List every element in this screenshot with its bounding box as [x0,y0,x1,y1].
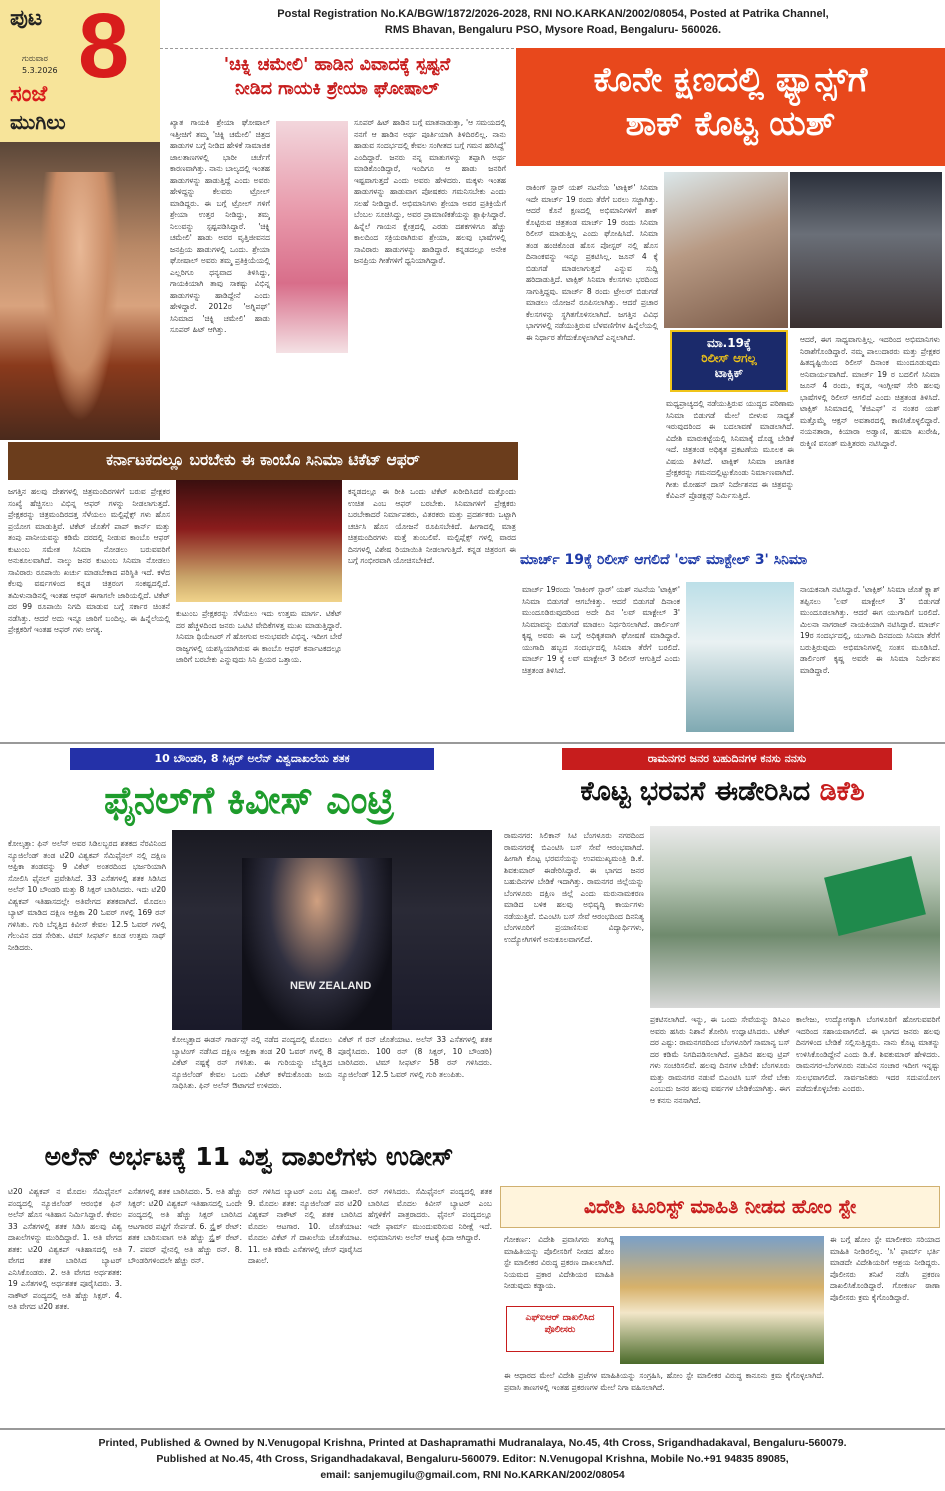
yash-body-right: ಆದರೆ, ಈಗ ಸಾಧ್ಯವಾಗುತ್ತಿಲ್ಲ. ಇದರಿಂದ ಅಭಿಮಾನಿಗಳು ನಿರಾಶೆಗೊಂಡಿದ್ದಾರೆ. ನಮ್ಮ ಪಾಲುದಾರರು ಮತ್ತು ಪ್ರೇಕ್ಷಕರ ಹಿತದೃಷ್ಟಿಯಿಂದ ರಿಲೀಸ್ ದಿನಾಂಕ ಮುಂದೂಡುವುದು ಅನಿವಾರ್ಯವಾಗಿದೆ. ಮಾರ್ಚ್ 19 ರ ಬದಲಿಗೆ ಸಿನಿಮಾ ಜೂನ್ 4 ರಂದು, ಕನ್ನಡ, ಇಂಗ್ಲೀಷ್ ಸೇರಿ ಹಲವು ಭಾಷೆಗಳಲ್ಲಿ ರಿಲೀಸ್ ಆಗಲಿದೆ ಎಂದು ಚಿತ್ರತಂಡ ತಿಳಿಸಿದೆ. ಟಾಕ್ಸಿಕ್ ಸಿನಿಮಾದಲ್ಲಿ 'ಕೆಜಿಎಫ್' ನ ನಂತರ ಯಶ್ ಮತ್ತೊಮ್ಮೆ ಆಕ್ಷನ್ ಅವತಾರದಲ್ಲಿ ಕಾಣಿಸಿಕೊಳ್ಳಲಿದ್ದಾರೆ. ನಯನತಾರಾ, ಕಿಯಾರಾ ಅಡ್ವಾಣಿ, ಹುಮಾ ಖುರೇಷಿ, ರುಕ್ಮಿಣಿ ವಸಂತ್ ಮತ್ತಿತರರು ನಟಿಸಿದ್ದಾರೆ. [800,335,940,448]
yash-body-left: ರಾಕಿಂಗ್ ಸ್ಟಾರ್ ಯಶ್ ನಟನೆಯ 'ಟಾಕ್ಸಿಕ್' ಸಿನಿಮಾ ಇದೇ ಮಾರ್ಚ್ 19 ರಂದು ತೆರೆಗೆ ಬರಲು ಸಜ್ಜಾಗಿತ್ತು. ಆದರೆ ಕೊನೆ ಕ್ಷಣದಲ್ಲಿ ಅಭಿಮಾನಿಗಳಿಗೆ ಶಾಕ್ ಕೊಟ್ಟಿರುವ ಚಿತ್ರತಂಡ ಮಾರ್ಚ್ 19 ರಂದು ಸಿನಿಮಾ ರಿಲೀಸ್ ಮಾಡುತ್ತಿಲ್ಲ ಎಂದು ಘೋಷಿಸಿದೆ. ಸಿನಿಮಾ ತಂಡ ಹಂಚಿಕೊಂಡ ಹೊಸ ಪೋಸ್ಟರ್ ನಲ್ಲಿ ಹೊಸ ದಿನಾಂಕವನ್ನು ಇನ್ನೂ ಪ್ರಕಟಿಸಿಲ್ಲ. ಜೂನ್ 4 ಕ್ಕೆ ಬಿಡುಗಡೆ ಮಾಡಲಾಗುತ್ತದೆ ಎನ್ನುವ ಸುದ್ದಿ ಹರಿದಾಡುತ್ತಿದೆ. ಟಾಕ್ಸಿಕ್ ಸಿನಿಮಾ ಕೆಲಸಗಳು ಭರದಿಂದ ಸಾಗುತ್ತಿದ್ದವು. ಮಾರ್ಚ್ 8 ರಂದು ಟ್ರೇಲರ್ ಬಿಡುಗಡೆ ಮಾಡಲು ಯೋಜನೆ ರೂಪಿಸಲಾಗಿತ್ತು. ಆದರೆ ಪ್ರಚಾರ ಕೆಲಸಗಳನ್ನು ಸ್ಥಗಿತಗೊಳಿಸಲಾಗಿದೆ. ಜಗತ್ತಿನ ವಿವಿಧ ಭಾಗಗಳಲ್ಲಿ ನಡೆಯುತ್ತಿರುವ ಬೆಳವಣಿಗೆಗಳ ಹಿನ್ನೆಲೆಯಲ್ಲಿ ಈ ನಿರ್ಧಾರ ತೆಗೆದುಕೊಳ್ಳಲಾಗಿದೆ ಎನ್ನಲಾಗಿದೆ. [526,183,658,342]
footer-rule [0,1428,945,1430]
homestay-body-bottom: ಈ ಆಧಾರದ ಮೇಲೆ ವಿದೇಶಿ ಪ್ರಜೆಗಳ ಮಾಹಿತಿಯನ್ನು ಸಂಗ್ರಹಿಸಿ, ಹೋಂ ಸ್ಟೇ ಮಾಲೀಕರ ವಿರುದ್ಧ ಕಾನೂನು ಕ್ರಮ ಕೈಗೊಳ್ಳಲಾಗಿದೆ. ಪ್ರವಾಸಿ ತಾಣಗಳಲ್ಲಿ ಇಂತಹ ಪ್ರಕರಣಗಳ ಮೇಲೆ ನಿಗಾ ವಹಿಸಲಾಗಿದೆ. [504,1371,824,1392]
cinema-photo [176,480,342,602]
dk-headline [500,776,945,808]
allen-col-2: ಎಸೆತಗಳಲ್ಲಿ ಶತಕ ಬಾರಿಸಿದರು. 5. ಅತಿ ಹೆಚ್ಚು ಸಿಕ್ಸರ್: ಟಿ20 ವಿಶ್ವಕಪ್ ಇತಿಹಾಸದಲ್ಲಿ ಒಂದೇ ಪಂದ್ಯದಲ್ಲಿ ಅತಿ ಹೆಚ್ಚು ಸಿಕ್ಸರ್ ಬಾರಿಸಿದ ಆಟಗಾರರ ಪಟ್ಟಿಗೆ ಸೇರ್ಪಡೆ. 6. ಸ್ಟ್ರೈಕ್ ರೇಟ್: ಶತಕ ಬಾರಿಸುವಾಗ ಅತಿ ಹೆಚ್ಚು ಸ್ಟ್ರೈಕ್ ರೇಟ್. 7. ಪವರ್ ಪ್ಲೇನಲ್ಲಿ ಅತಿ ಹೆಚ್ಚು ರನ್. 8. ಬೌಂಡರಿಗಳಿಂದಲೇ ಹೆಚ್ಚು ರನ್. [128,1187,242,1265]
shreya-headline-1: 'ಚಿಕ್ನಿ ಚಮೇಲಿ' ಹಾಡಿನ ವಿವಾದಕ್ಕೆ ಸ್ಪಷ್ಟನೆ [223,55,451,75]
paper-name-1: ಸಂಜೆ [10,82,48,107]
homestay-callout [506,1306,614,1352]
combo-headline-bar [8,442,518,480]
allen-col-3: ರನ್ ಗಳಿಸಿದ ಬ್ಯಾಟರ್ ಎಂಬ ವಿಶ್ವ ದಾಖಲೆ. 9. ಮೊದಲ ಶತಕ: ನ್ಯೂಜಿಲೆಂಡ್ ಪರ ಟಿ20 ವಿಶ್ವಕಪ್ ನಾಕೌಟ್ ನಲ್ಲಿ ಶತಕ ಬಾರಿಸಿದ ಮೊದಲ ಆಟಗಾರ. 10. ಜೊತೆಯಾಟ: ಮೊದಲ ವಿಕೆಟ್ ಗೆ ದಾಖಲೆಯ ಜೊತೆಯಾಟ. 11. ಅತಿ ಕಡಿಮೆ ಎಸೆತಗಳಲ್ಲಿ ಚೇಸ್ ಪೂರೈಸಿದ ದಾಖಲೆ. [248,1187,362,1265]
registration-line-1: Postal Registration No.KA/BGW/1872/2026-2028, RNI NO.KARKAN/2002/08054, Posted at Patrika Channel, [277,8,829,20]
homestay-headline-bar [500,1186,940,1228]
kiwis-body-left: ಕೋಲ್ಕತ್ತಾ: ಫಿನ್ ಅಲೆನ್ ಅವರ ಸಿಡಿಲಬ್ಬರದ ಶತಕದ ನೆರವಿನಿಂದ ನ್ಯೂಜಿಲೆಂಡ್ ತಂಡ ಟಿ20 ವಿಶ್ವಕಪ್ ಸೆಮಿಫೈನಲ್ ನಲ್ಲಿ ದಕ್ಷಿಣ ಆಫ್ರಿಕಾ ತಂಡವನ್ನು 9 ವಿಕೆಟ್ ಅಂತರದಿಂದ ಭರ್ಜರಿಯಾಗಿ ಸೋಲಿಸಿ ಫೈನಲ್ ಪ್ರವೇಶಿಸಿದೆ. 33 ಎಸೆತಗಳಲ್ಲಿ ಶತಕ ಸಿಡಿಸಿದ ಅಲೆನ್ 10 ಬೌಂಡರಿ ಮತ್ತು 8 ಸಿಕ್ಸರ್ ಬಾರಿಸಿದರು. ಇದು ಟಿ20 ವಿಶ್ವಕಪ್ ಇತಿಹಾಸದಲ್ಲೇ ಅತಿವೇಗದ ಶತಕವಾಗಿದೆ. ಮೊದಲು ಬ್ಯಾಟ್ ಮಾಡಿದ ದಕ್ಷಿಣ ಆಫ್ರಿಕಾ 20 ಓವರ್ ಗಳಲ್ಲಿ 169 ರನ್ ಗಳಿಸಿತು. ಗುರಿ ಬೆನ್ನತ್ತಿದ ಕಿವೀಸ್ ಕೇವಲ 12.5 ಓವರ್ ಗಳಲ್ಲಿ ಗೆಲುವಿನ ದಡ ಸೇರಿತು. ಟಿಮ್ ಸೀಫರ್ಟ್ ಕೂಡ ಉತ್ತಮ ಸಾಥ್ ನೀಡಿದರು. [8,839,166,952]
dk-body-left: ರಾಮನಗರ: ಸಿಲಿಕಾನ್ ಸಿಟಿ ಬೆಂಗಳೂರು ನಗರದಿಂದ ರಾಮನಗರಕ್ಕೆ ಬಿಎಂಟಿಸಿ ಬಸ್ ಸೇವೆ ಆರಂಭವಾಗಿದೆ. ಹೀಗಾಗಿ ಕೊಟ್ಟ ಭರವಸೆಯನ್ನು ಉಪಮುಖ್ಯಮಂತ್ರಿ ಡಿ.ಕೆ. ಶಿವಕುಮಾರ್ ಈಡೇರಿಸಿದ್ದಾರೆ. ಈ ಭಾಗದ ಜನರ ಬಹುದಿನಗಳ ಬೇಡಿಕೆ ಇದಾಗಿತ್ತು. ರಾಮನಗರ ಜಿಲ್ಲೆಯನ್ನು ಬೆಂಗಳೂರು ದಕ್ಷಿಣ ಜಿಲ್ಲೆ ಎಂದು ಮರುನಾಮಕರಣ ಮಾಡಿದ ಬಳಿಕ ಹಲವು ಅಭಿವೃದ್ಧಿ ಕಾರ್ಯಗಳು ನಡೆಯುತ್ತಿವೆ. ಬಿಎಂಟಿಸಿ ಬಸ್ ಸೇವೆ ಆರಂಭದಿಂದ ದಿನನಿತ್ಯ ಬೆಂಗಳೂರಿಗೆ ಪ್ರಯಾಣಿಸುವ ವಿದ್ಯಾರ್ಥಿಗಳು, ಉದ್ಯೋಗಿಗಳಿಗೆ ಅನುಕೂಲವಾಗಲಿದೆ. [504,831,644,944]
kiwis-tag-text: 10 ಬೌಂಡರಿ, 8 ಸಿಕ್ಸರ್ ಅಲೆನ್ ವಿಶ್ವದಾಖಲೆಯ ಶತಕ [154,752,350,765]
homestay-photo [620,1236,824,1364]
dk-body-mid: ಪ್ರಕಟಿಸಲಾಗಿದೆ. ಇನ್ನು, ಈ ಒಂದು ಸೇವೆಯನ್ನು ಡಿಸಿಎಂ ಅವರು ಹಸಿರು ನಿಶಾನೆ ತೋರಿಸಿ ಉದ್ಘಾಟಿಸಿದರು. ಟಿಕೆಟ್ ದರ ಎಷ್ಟು: ರಾಮನಗರದಿಂದ ಬೆಂಗಳೂರಿಗೆ ಸಾಮಾನ್ಯ ಬಸ್ ದರ ಕಡಿಮೆ ನಿಗದಿಪಡಿಸಲಾಗಿದೆ. ಪ್ರತಿದಿನ ಹಲವು ಟ್ರಿಪ್ ಗಳು ಸಂಚರಿಸಲಿವೆ. ಹಲವು ದಿನಗಳ ಬೇಡಿಕೆ: ಬೆಂಗಳೂರು ಮತ್ತು ರಾಮನಗರ ನಡುವೆ ಬಿಎಂಟಿಸಿ ಬಸ್ ಸೇವೆ ಬೇಕು ಎಂಬುದು ಜನರ ಹಲವು ವರ್ಷಗಳ ಬೇಡಿಕೆಯಾಗಿತ್ತು. ಈಗ ಆ ಕನಸು ನನಸಾಗಿದೆ. [650,1015,790,1105]
love-mocktail-body-right: ನಾಯಕನಾಗಿ ನಟಿಸಿದ್ದಾರೆ. 'ಟಾಕ್ಸಿಕ್' ಸಿನಿಮಾ ಜೊತೆ ಕ್ಲ್ಯಾಶ್ ತಪ್ಪಿಸಲು 'ಲವ್ ಮಾಕ್ಟೇಲ್ 3' ಬಿಡುಗಡೆ ಮುಂದೂಡಲಾಗಿತ್ತು. ಆದರೆ ಈಗ ಯುಗಾದಿಗೆ ಬರಲಿದೆ. ಮಿಲನಾ ನಾಗರಾಜ್ ನಾಯಕಿಯಾಗಿ ನಟಿಸಿದ್ದಾರೆ. ಮಾರ್ಚ್ 19ರ ಸಂದರ್ಭದಲ್ಲಿ, ಯುಗಾದಿ ದಿನದಂದು ಸಿನಿಮಾ ತೆರೆಗೆ ಬರುತ್ತಿರುವುದು ಅಭಿಮಾನಿಗಳಲ್ಲಿ ಸಂತಸ ಮೂಡಿಸಿದೆ. ಡಾರ್ಲಿಂಗ್ ಕೃಷ್ಣ ಅವರೇ ಈ ಸಿನಿಮಾ ನಿರ್ದೇಶನ ಮಾಡಿದ್ದಾರೆ. [800,585,940,675]
yash-headline-box [516,48,945,166]
footer-line-2: Published at No.45, 4th Cross, Srigandhadakaval, Bengaluru-560079. Editor: N.Venugopal Krishna, Mobile No.+91 94835 89085, [156,1453,789,1465]
callout-line-2: ರಿಲೀಸ್ ಆಗಲ್ಲ [701,351,757,365]
kiwis-body-mid: ಕೋಲ್ಕತ್ತಾದ ಈಡನ್ ಗಾರ್ಡನ್ಸ್ ನಲ್ಲಿ ನಡೆದ ಪಂದ್ಯದಲ್ಲಿ ಮೊದಲು ಬ್ಯಾಟಿಂಗ್ ನಡೆಸಿದ ದಕ್ಷಿಣ ಆಫ್ರಿಕಾ ತಂಡ 20 ಓವರ್ ಗಳಲ್ಲಿ 8 ವಿಕೆಟ್ ನಷ್ಟಕ್ಕೆ ರನ್ ಗಳಿಸಿತು. ಈ ಗುರಿಯನ್ನು ಬೆನ್ನತ್ತಿದ ನ್ಯೂಜಿಲೆಂಡ್ ಕೇವಲ ಒಂದು ವಿಕೆಟ್ ಕಳೆದುಕೊಂಡು ಜಯ ಸಾಧಿಸಿತು. ಫಿನ್ ಅಲೆನ್ ಔಟಾಗದೆ ಉಳಿದರು. [172,1035,332,1090]
homestay-body-left: ಗೋಕರ್ಣ: ವಿದೇಶಿ ಪ್ರವಾಸಿಗರು ತಂಗಿದ್ದ ಮಾಹಿತಿಯನ್ನು ಪೊಲೀಸರಿಗೆ ನೀಡದ ಹೋಂ ಸ್ಟೇ ಮಾಲೀಕರ ವಿರುದ್ಧ ಪ್ರಕರಣ ದಾಖಲಾಗಿದೆ. ನಿಯಮದ ಪ್ರಕಾರ ವಿದೇಶಿಯರ ಮಾಹಿತಿ ನೀಡುವುದು ಕಡ್ಡಾಯ. [504,1235,614,1290]
allen-col-4: ರನ್ ಗಳಿಸಿದರು. ಸೆಮಿಫೈನಲ್ ಪಂದ್ಯದಲ್ಲಿ ಶತಕ ಬಾರಿಸಿದ ಮೊದಲ ಕಿವೀಸ್ ಬ್ಯಾಟರ್ ಎಂಬ ಹೆಗ್ಗಳಿಕೆಗೆ ಪಾತ್ರರಾದರು. ಫೈನಲ್ ಪಂದ್ಯದಲ್ಲೂ ಇದೇ ಫಾರ್ಮ್ ಮುಂದುವರಿಸುವ ನಿರೀಕ್ಷೆ ಇದೆ. ಅಭಿಮಾನಿಗಳು ಅಲೆನ್ ಆಟಕ್ಕೆ ಫಿದಾ ಆಗಿದ್ದಾರೆ. [368,1187,492,1242]
paper-name-2: ಮುಗಿಲು [10,110,66,134]
allen-col-1: ಟಿ20 ವಿಶ್ವಕಪ್ ನ ಮೊದಲ ಸೆಮಿಫೈನಲ್ ಪಂದ್ಯದಲ್ಲಿ ನ್ಯೂಜಿಲೆಂಡ್ ಆರಂಭಿಕ ಫಿನ್ ಅಲೆನ್ ಹೊಸ ಇತಿಹಾಸ ನಿರ್ಮಿಸಿದ್ದಾರೆ. ಕೇವಲ 33 ಎಸೆತಗಳಲ್ಲಿ ಶತಕ ಸಿಡಿಸಿ ಹಲವು ವಿಶ್ವ ದಾಖಲೆಗಳನ್ನು ಮುರಿದಿದ್ದಾರೆ. 1. ಅತಿ ವೇಗದ ಶತಕ: ಟಿ20 ವಿಶ್ವಕಪ್ ಇತಿಹಾಸದಲ್ಲಿ ಅತಿ ವೇಗದ ಶತಕ ಬಾರಿಸಿದ ಬ್ಯಾಟರ್ ಎನಿಸಿಕೊಂಡರು. 2. ಅತಿ ವೇಗದ ಅರ್ಧಶತಕ: 19 ಎಸೆತಗಳಲ್ಲಿ ಅರ್ಧಶತಕ ಪೂರೈಸಿದರು. 3. ನಾಕೌಟ್ ಪಂದ್ಯದಲ್ಲಿ ಅತಿ ಹೆಚ್ಚು ಸಿಕ್ಸರ್. 4. ಅತಿ ವೇಗದ ಟಿ20 ಶತಕ. [8,1187,122,1311]
love-mocktail-body-left: ಮಾರ್ಚ್ 19ರಂದು 'ರಾಕಿಂಗ್ ಸ್ಟಾರ್' ಯಶ್ ನಟನೆಯ 'ಟಾಕ್ಸಿಕ್' ಸಿನಿಮಾ ಬಿಡುಗಡೆ ಆಗಬೇಕಿತ್ತು. ಆದರೆ ಬಿಡುಗಡೆ ದಿನಾಂಕ ಮುಂದೂಡಿರುವುದರಿಂದ ಅದೇ ದಿನ 'ಲವ್ ಮಾಕ್ಟೇಲ್ 3' ಸಿನಿಮಾವನ್ನು ಬಿಡುಗಡೆ ಮಾಡಲು ನಿರ್ಧರಿಸಲಾಗಿದೆ. ಡಾರ್ಲಿಂಗ್ ಕೃಷ್ಣ ಅವರು ಈ ಬಗ್ಗೆ ಅಧಿಕೃತವಾಗಿ ಘೋಷಣೆ ಮಾಡಿದ್ದಾರೆ. ಯುಗಾದಿ ಹಬ್ಬದ ಸಂದರ್ಭದಲ್ಲಿ ಸಿನಿಮಾ ತೆರೆಗೆ ಬರಲಿದೆ. ಮಾರ್ಚ್ 19 ಕ್ಕೆ ಲವ್ ಮಾಕ್ಟೇಲ್ 3 ರಿಲೀಸ್ ಆಗುತ್ತಿದೆ ಎಂದು ಚಿತ್ರತಂಡ ತಿಳಿಸಿದೆ. [522,585,680,675]
weekday: ಗುರುವಾರ [22,54,48,63]
actress-photo [0,142,160,440]
shreya-body-left: ಖ್ಯಾತ ಗಾಯಕಿ ಶ್ರೇಯಾ ಘೋಷಾಲ್ ಇತ್ತೀಚಿಗೆ ತಮ್ಮ 'ಚಿಕ್ನಿ ಚಮೇಲಿ' ಚಿತ್ರದ ಹಾಡುಗಳ ಬಗ್ಗೆ ನೀಡಿದ ಹೇಳಿಕೆ ಸಾಮಾಜಿಕ ಜಾಲತಾಣಗಳಲ್ಲಿ ಭಾರೀ ಚರ್ಚೆಗೆ ಕಾರಣವಾಗಿತ್ತು. ನಾನು ಬಾಲ್ಯದಲ್ಲಿ ಇಂತಹ ಹಾಡುಗಳನ್ನು ಹಾಡುತ್ತಿದ್ದೆ ಎಂದು ಅವರು ಹೇಳಿದ್ದನ್ನು ಕೆಲವರು ಟ್ರೋಲ್ ಮಾಡಿದ್ದರು. ಈ ಬಗ್ಗೆ ಟ್ರೋಲ್ ಗಳಿಗೆ ಶ್ರೇಯಾ ಉತ್ತರ ನೀಡಿದ್ದು, ತಮ್ಮ ನಿಲುವನ್ನು ಸ್ಪಷ್ಟಪಡಿಸಿದ್ದಾರೆ. 'ಚಿಕ್ನಿ ಚಮೇಲಿ' ಹಾಡು ಅವರ ವೃತ್ತಿಜೀವನದ ಜನಪ್ರಿಯ ಹಾಡುಗಳಲ್ಲಿ ಒಂದು. ಶ್ರೇಯಾ ಘೋಷಾಲ್ ಅವರು ತಮ್ಮ ಪ್ರತಿಕ್ರಿಯೆಯಲ್ಲಿ ಎಲ್ಲರಿಗೂ ಧನ್ಯವಾದ ತಿಳಿಸಿದ್ದು, ಗಾಯಕಿಯಾಗಿ ತಾವು ಸಾಕಷ್ಟು ವಿಭಿನ್ನ ಹಾಡುಗಳನ್ನು ಹಾಡಿದ್ದೇನೆ ಎಂದು ಹೇಳಿದ್ದಾರೆ. 2012ರ 'ಅಗ್ನಿಪಥ್' ಸಿನಿಮಾದ 'ಚಿಕ್ನಿ ಚಮೇಲಿ' ಹಾಡು ಸೂಪರ್ ಹಿಟ್ ಆಗಿತ್ತು. [170,118,270,334]
singer-photo [276,121,348,353]
bus-launch-photo [650,826,940,1008]
dk-headline-name: ಡಿಕೆಶಿ [819,776,865,807]
homestay-body-right: ಈ ಬಗ್ಗೆ ಹೋಂ ಸ್ಟೇ ಮಾಲೀಕರು ಸರಿಯಾದ ಮಾಹಿತಿ ನೀಡಿರಲಿಲ್ಲ. 'ಸಿ' ಫಾರ್ಮ್ ಭರ್ತಿ ಮಾಡದೇ ವಿದೇಶಿಯರಿಗೆ ಆಶ್ರಯ ನೀಡಿದ್ದರು. ಪೊಲೀಸರು ತನಿಖೆ ನಡೆಸಿ ಪ್ರಕರಣ ದಾಖಲಿಸಿಕೊಂಡಿದ್ದಾರೆ. ಗೋಕರ್ಣ ಠಾಣಾ ಪೊಲೀಸರು ಕ್ರಮ ಕೈಗೊಂಡಿದ್ದಾರೆ. [830,1235,940,1302]
shreya-story [160,48,514,436]
puta-label: ಪುಟ [10,6,43,31]
toxic-poster-1 [664,172,788,328]
dk-headline-main: ಕೊಟ್ಟ ಭರವಸೆ ಈಡೇರಿಸಿದ [580,776,820,807]
dk-tag-text: ರಾಮನಗರ ಜನರ ಬಹುದಿನಗಳ ಕನಸು ನನಸು [647,752,807,765]
combo-body-left: ಜಗತ್ತಿನ ಹಲವು ದೇಶಗಳಲ್ಲಿ ಚಿತ್ರಮಂದಿರಗಳಿಗೆ ಬರುವ ಪ್ರೇಕ್ಷಕರ ಸಂಖ್ಯೆ ಹೆಚ್ಚಿಸಲು ವಿಭಿನ್ನ ಆಫರ್ ಗಳನ್ನು ನೀಡಲಾಗುತ್ತದೆ. ಪ್ರೇಕ್ಷಕರನ್ನು ಚಿತ್ರಮಂದಿರದತ್ತ ಸೆಳೆಯಲು ಮಲ್ಟಿಪ್ಲೆಕ್ಸ್ ಗಳು ಹೊಸ ಪ್ರಯೋಗ ಮಾಡುತ್ತಿವೆ. ಟಿಕೆಟ್ ಜೊತೆಗೆ ಪಾಪ್ ಕಾರ್ನ್ ಮತ್ತು ತಂಪು ಪಾನೀಯವನ್ನು ಕಡಿಮೆ ದರದಲ್ಲಿ ನೀಡುವ ಕಾಂಬೊ ಆಫರ್ ಕುಟುಂಬ ಸಮೇತ ಸಿನಿಮಾ ನೋಡಲು ಬರುವವರಿಗೆ ಅನುಕೂಲವಾಗಿದೆ. ನಾಲ್ಕು ಜನರ ಕುಟುಂಬ ಸಿನಿಮಾ ನೋಡಲು ಸಾವಿರಾರು ರೂಪಾಯಿ ಖರ್ಚು ಮಾಡಬೇಕಾದ ಪರಿಸ್ಥಿತಿ ಇದೆ. ಕಳೆದ ಕೆಲವು ವರ್ಷಗಳಿಂದ ಕನ್ನಡ ಚಿತ್ರರಂಗ ಸಂಕಷ್ಟದಲ್ಲಿದೆ. ತಮಿಳುನಾಡಿನಲ್ಲಿ ಇಂತಹ ಆಫರ್ ಈಗಾಗಲೇ ಜಾರಿಯಲ್ಲಿದೆ. ಟಿಕೆಟ್ ದರ 99 ರೂಪಾಯಿ ನಿಗದಿ ಮಾಡುವ ಬಗ್ಗೆ ಸರ್ಕಾರ ಚಿಂತನೆ ನಡೆಸಿತ್ತು. ಆದರೆ ಅದು ಇನ್ನೂ ಜಾರಿಗೆ ಬಂದಿಲ್ಲ. ಈ ಹಿನ್ನೆಲೆಯಲ್ಲಿ ಪ್ರೇಕ್ಷಕರಿಗೆ ಇಂತಹ ಆಫರ್ ಗಳು ಅಗತ್ಯ. [8,487,170,634]
dk-tag-bar [562,748,892,770]
toxic-poster-2 [790,172,942,328]
love-mocktail-headline: ಮಾರ್ಚ್ 19ಕ್ಕೆ ರಿಲೀಸ್ ಆಗಲಿದೆ 'ಲವ್ ಮಾಕ್ಟೇಲ್ 3' ಸಿನಿಮಾ [520,552,808,568]
callout-line-1: ಮಾ.19ಕ್ಕೆ [707,336,751,350]
yash-body-mid: ಮಧ್ಯಪ್ರಾಚ್ಯದಲ್ಲಿ ನಡೆಯುತ್ತಿರುವ ಯುದ್ಧದ ಪರಿಣಾಮ ಸಿನಿಮಾ ಬಿಡುಗಡೆ ಮೇಲೆ ಬೀಳುವ ಸಾಧ್ಯತೆ ಇರುವುದರಿಂದ ಈ ಬದಲಾವಣೆ ಮಾಡಲಾಗಿದೆ. ವಿದೇಶಿ ಮಾರುಕಟ್ಟೆಯಲ್ಲಿ ಸಿನಿಮಾಕ್ಕೆ ದೊಡ್ಡ ಬೇಡಿಕೆ ಇದೆ. ಚಿತ್ರತಂಡ ಅಧಿಕೃತ ಪ್ರಕಟಣೆಯ ಮೂಲಕ ಈ ವಿಷಯ ತಿಳಿಸಿದೆ. ಟಾಕ್ಸಿಕ್ ಸಿನಿಮಾ ಜಾಗತಿಕ ಪ್ರೇಕ್ಷಕರನ್ನು ಗಮನದಲ್ಲಿಟ್ಟುಕೊಂಡು ನಿರ್ಮಾಣವಾಗಿದೆ. ಗೀತು ಮೋಹನ್ ದಾಸ್ ನಿರ್ದೇಶನದ ಈ ಚಿತ್ರವನ್ನು ಕೆವಿಎನ್ ಪ್ರೊಡಕ್ಷನ್ಸ್ ನಿರ್ಮಿಸುತ್ತಿದೆ. [666,399,794,500]
cricketer-photo [172,830,492,1030]
combo-headline: ಕರ್ನಾಟಕದಲ್ಲೂ ಬರಬೇಕು ಈ ಕಾಂಬೊ ಸಿನಿಮಾ ಟಿಕೆಟ್ ಆಫರ್ [106,451,420,469]
flag-shape [824,856,926,936]
allen-headline: ಅಲೆನ್ ಅರ್ಭಟಕ್ಕೆ 11 ವಿಶ್ವ ದಾಖಲೆಗಳು ಉಡೀಸ್ [44,1142,454,1171]
yash-headline-1: ಕೊನೇ ಕ್ಷಣದಲ್ಲಿ ಫ್ಯಾನ್ಸ್‌ಗೆ [593,60,868,100]
dk-body-right: ಕಾಲೇಜು, ಉದ್ಯೋಗಕ್ಕಾಗಿ ಬೆಂಗಳೂರಿಗೆ ಹೋಗುವವರಿಗೆ ಇದರಿಂದ ಸಹಾಯವಾಗಲಿದೆ. ಈ ಭಾಗದ ಜನರು ಹಲವು ದಿನಗಳಿಂದ ಬೇಡಿಕೆ ಸಲ್ಲಿಸುತ್ತಿದ್ದರು. ನಾನು ಕೊಟ್ಟ ಮಾತನ್ನು ಉಳಿಸಿಕೊಂಡಿದ್ದೇನೆ ಎಂದು ಡಿ.ಕೆ. ಶಿವಕುಮಾರ್ ಹೇಳಿದರು. ರಾಮನಗರ-ಬೆಂಗಳೂರು ನಡುವಿನ ಸಂಚಾರ ಇದೀಗ ಇನ್ನಷ್ಟು ಸುಲಭವಾಗಲಿದೆ. ಸಾರ್ವಜನಿಕರು ಇದರ ಸದುಪಯೋಗ ಪಡೆದುಕೊಳ್ಳಬೇಕು ಎಂದರು. [796,1015,940,1093]
combo-body-mid: ಕುಟುಂಬ ಪ್ರೇಕ್ಷಕರನ್ನು ಸೆಳೆಯಲು ಇದು ಉತ್ತಮ ಮಾರ್ಗ. ಟಿಕೆಟ್ ದರ ಹೆಚ್ಚಳದಿಂದ ಜನರು ಒಟಿಟಿ ವೇದಿಕೆಗಳತ್ತ ಮುಖ ಮಾಡುತ್ತಿದ್ದಾರೆ. ಸಿನಿಮಾ ಥಿಯೇಟರ್ ಗೆ ಹೋಗುವ ಅನುಭವವೇ ವಿಭಿನ್ನ. ಇದೀಗ ಬೇರೆ ರಾಜ್ಯಗಳಲ್ಲಿ ಯಶಸ್ವಿಯಾಗಿರುವ ಈ ಕಾಂಬೊ ಆಫರ್ ಕರ್ನಾಟಕದಲ್ಲೂ ಜಾರಿಗೆ ಬರಬೇಕು ಎನ್ನುವುದು ಸಿನಿ ಪ್ರಿಯರ ಒತ್ತಾಯ. [176,609,342,664]
kiwis-headline: ಫೈನಲ್‌ಗೆ ಕಿವೀಸ್ ಎಂಟ್ರಿ [104,778,394,822]
jersey-caption: NEW ZEALAND [290,980,372,992]
shreya-headline-2: ನೀಡಿದ ಗಾಯಕಿ ಶ್ರೇಯಾ ಘೋಷಾಲ್ [234,79,440,99]
registration-line-2: RMS Bhavan, Bengaluru PSO, Mysore Road, Bengaluru- 560026. [384,24,722,36]
masthead-date: 5.3.2026 [22,66,58,75]
homestay-headline: ವಿದೇಶಿ ಟೂರಿಸ್ಟ್ ಮಾಹಿತಿ ನೀಡದ ಹೋಂ ಸ್ಟೇ [583,1196,857,1218]
player-figure [242,858,392,1030]
photo-figure [40,172,120,422]
page-number: 8 [78,0,130,97]
masthead [0,0,160,142]
love-mocktail-poster [686,582,794,732]
homestay-callout-text: ಎಫ್ಐಆರ್ ದಾಖಲಿಸಿದ ಪೊಲೀಸರು [525,1313,595,1335]
divider [0,742,945,744]
shreya-body-right: ಸೂಪರ್ ಹಿಟ್ ಹಾಡಿನ ಬಗ್ಗೆ ಮಾತನಾಡುತ್ತಾ, 'ಆ ಸಮಯದಲ್ಲಿ ನನಗೆ ಆ ಹಾಡಿನ ಅರ್ಥ ಪೂರ್ತಿಯಾಗಿ ತಿಳಿದಿರಲಿಲ್ಲ. ನಾನು ಹಾಡುವ ಸಂದರ್ಭದಲ್ಲಿ ಕೇವಲ ಸಂಗೀತದ ಬಗ್ಗೆ ಗಮನ ಹರಿಸಿದ್ದೆ' ಎಂದಿದ್ದಾರೆ. ಜನರು ನನ್ನ ಮಾತುಗಳನ್ನು ತಪ್ಪಾಗಿ ಅರ್ಥ ಮಾಡಿಕೊಂಡಿದ್ದಾರೆ, ಇಂದಿಗೂ ಆ ಹಾಡು ಜನರಿಗೆ ಇಷ್ಟವಾಗುತ್ತದೆ ಎಂದು ಅವರು ಹೇಳಿದರು. ಮಕ್ಕಳು ಇಂತಹ ಹಾಡುಗಳನ್ನು ಹಾಡುವಾಗ ಪೋಷಕರು ಗಮನಿಸಬೇಕು ಎಂದು ಸಲಹೆ ನೀಡಿದ್ದಾರೆ. ಅಭಿಮಾನಿಗಳು ಶ್ರೇಯಾ ಅವರ ಪ್ರತಿಕ್ರಿಯೆಗೆ ಬೆಂಬಲ ಸೂಚಿಸಿದ್ದು, ಅವರ ಪ್ರಾಮಾಣಿಕತೆಯನ್ನು ಶ್ಲಾಘಿಸಿದ್ದಾರೆ. ಹಿನ್ನೆಲೆ ಗಾಯನ ಕ್ಷೇತ್ರದಲ್ಲಿ ಎರಡು ದಶಕಗಳಿಗೂ ಹೆಚ್ಚು ಕಾಲದಿಂದ ಸಕ್ರಿಯರಾಗಿರುವ ಶ್ರೇಯಾ, ಹಲವು ಭಾಷೆಗಳಲ್ಲಿ ಸಾವಿರಾರು ಹಾಡುಗಳನ್ನು ಹಾಡಿದ್ದಾರೆ. ಕನ್ನಡದಲ್ಲೂ ಅನೇಕ ಜನಪ್ರಿಯ ಗೀತೆಗಳಿಗೆ ಧ್ವನಿಯಾಗಿದ್ದಾರೆ. [354,118,506,265]
toxic-callout [670,330,788,392]
combo-body-right: ಕನ್ನಡದಲ್ಲೂ ಈ ರೀತಿ ಒಂದು ಟಿಕೆಟ್ ಖರೀದಿಸಿದರೆ ಮತ್ತೊಂದು ಉಚಿತ ಎಂಬ ಆಫರ್ ಬರಬೇಕು. ಸಿನಿಮಾಗಳಿಗೆ ಪ್ರೇಕ್ಷಕರು ಬರಬೇಕಾದರೆ ನಿರ್ಮಾಪಕರು, ವಿತರಕರು ಮತ್ತು ಪ್ರದರ್ಶಕರು ಒಟ್ಟಾಗಿ ಚರ್ಚಿಸಿ ಹೊಸ ಯೋಜನೆ ರೂಪಿಸಬೇಕಿದೆ. ಹೀಗಾದಲ್ಲಿ ಮಾತ್ರ ಚಿತ್ರಮಂದಿರಗಳು ಮತ್ತೆ ತುಂಬಲಿವೆ. ಮಲ್ಟಿಪ್ಲೆಕ್ಸ್ ಗಳಲ್ಲಿ ವಾರದ ದಿನಗಳಲ್ಲಿ ವಿಶೇಷ ರಿಯಾಯಿತಿ ನೀಡಲಾಗುತ್ತಿದೆ. ಕನ್ನಡ ಚಿತ್ರರಂಗ ಈ ಬಗ್ಗೆ ಗಂಭೀರವಾಗಿ ಯೋಚಿಸಬೇಕಿದೆ. [348,487,516,565]
callout-line-3: ಟಾಕ್ಸಿಕ್ [714,366,744,380]
footer-line-1: Printed, Published & Owned by N.Venugopal Krishna, Printed at Dashapramathi Mudranalaya, No.45, 4th Cross, Srigandhadakaval, Bengaluru-560079. [98,1437,847,1449]
kiwis-body-right: ವಿಕೆಟ್ ಗೆ ರನ್ ಜೊತೆಯಾಟ. ಅಲೆನ್ 33 ಎಸೆತಗಳಲ್ಲಿ ಶತಕ ಪೂರೈಸಿದರು. 100 ರನ್ (8 ಸಿಕ್ಸರ್, 10 ಬೌಂಡರಿ) ಬಾರಿಸಿದರು. ಟಿಮ್ ಸೀಫರ್ಟ್ 58 ರನ್ ಗಳಿಸಿದರು. ನ್ಯೂಜಿಲೆಂಡ್ 12.5 ಓವರ್ ಗಳಲ್ಲಿ ಗುರಿ ತಲುಪಿತು. [338,1035,492,1079]
footer-line-3: email: sanjemugilu@gmail.com, RNI No.KARKAN/2002/08054 [320,1469,625,1481]
yash-headline-2: ಶಾಕ್ ಕೊಟ್ಟ ಯಶ್ [625,104,836,144]
kiwis-tag [70,748,434,770]
